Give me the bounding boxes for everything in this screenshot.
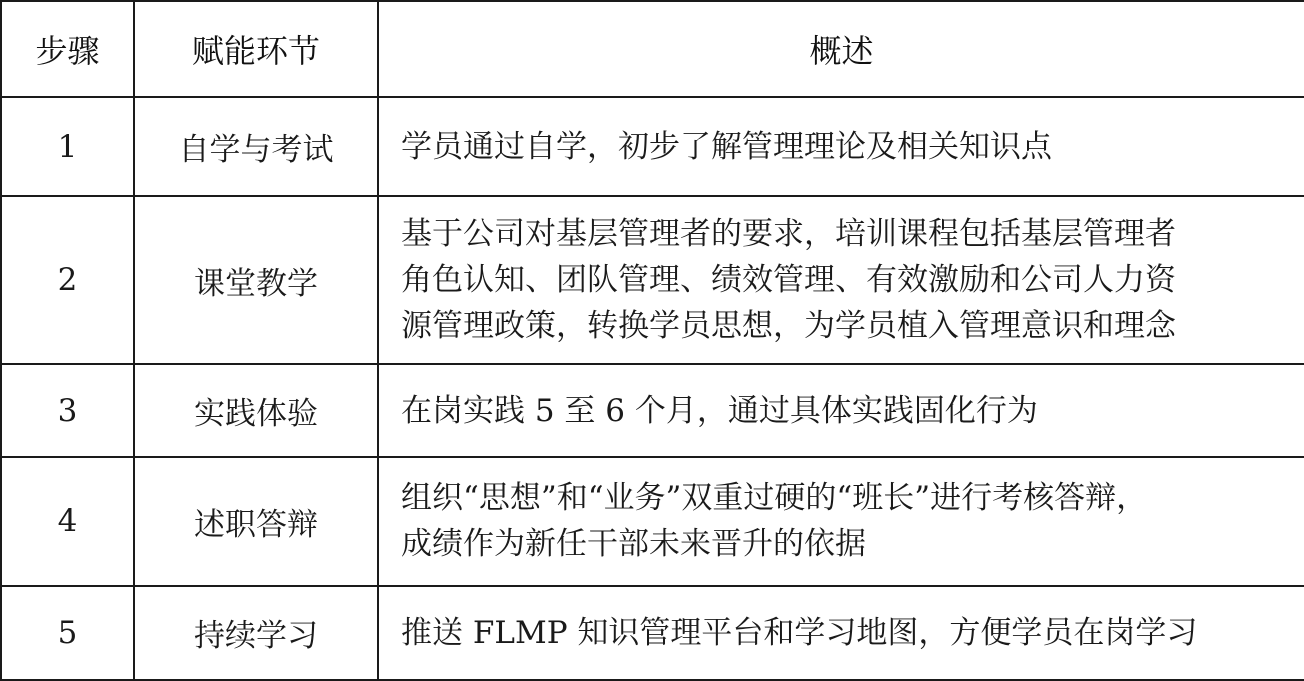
- description-line: 在岗实践 5 至 6 个月，通过具体实践固化行为: [401, 392, 1038, 429]
- link-name: 实践体验: [134, 364, 378, 456]
- description: [378, 97, 1304, 196]
- description-line: 组织“思想”和“业务”双重过硬的“班长”进行考核答辩，: [401, 480, 1148, 517]
- header-desc: 概述: [378, 1, 1304, 97]
- description-line: 基于公司对基层管理者的要求，培训课程包括基层管理者: [401, 216, 1176, 253]
- table-row: [1, 196, 1304, 364]
- table-row: [1, 97, 1304, 196]
- table-row: [1, 586, 1304, 680]
- link-name: 持续学习: [134, 586, 378, 680]
- table-row: [1, 457, 1304, 586]
- header-step: 步骤: [1, 1, 134, 97]
- description-line: 学员通过自学，初步了解管理理论及相关知识点: [401, 128, 1052, 165]
- link-name: 课堂教学: [134, 196, 378, 364]
- table-row: [1, 364, 1304, 456]
- description: [378, 196, 1304, 364]
- link-name: 自学与考试: [134, 97, 378, 196]
- description: [378, 586, 1304, 680]
- step-number: 3: [1, 364, 134, 456]
- header-link: 赋能环节: [134, 1, 378, 97]
- step-number: 1: [1, 97, 134, 196]
- description-line: 角色认知、团队管理、绩效管理、有效激励和公司人力资: [401, 262, 1176, 299]
- description-line: 成绩作为新任干部未来晋升的依据: [401, 526, 866, 563]
- link-name: 述职答辩: [134, 457, 378, 586]
- step-number: 2: [1, 196, 134, 364]
- step-number: 5: [1, 586, 134, 680]
- description: [378, 457, 1304, 586]
- step-number: 4: [1, 457, 134, 586]
- description-line: 源管理政策，转换学员思想，为学员植入管理意识和理念: [401, 308, 1176, 345]
- description-line: 推送 FLMP 知识管理平台和学习地图，方便学员在岗学习: [401, 614, 1198, 651]
- description: [378, 364, 1304, 456]
- table-header-row: [1, 1, 1304, 97]
